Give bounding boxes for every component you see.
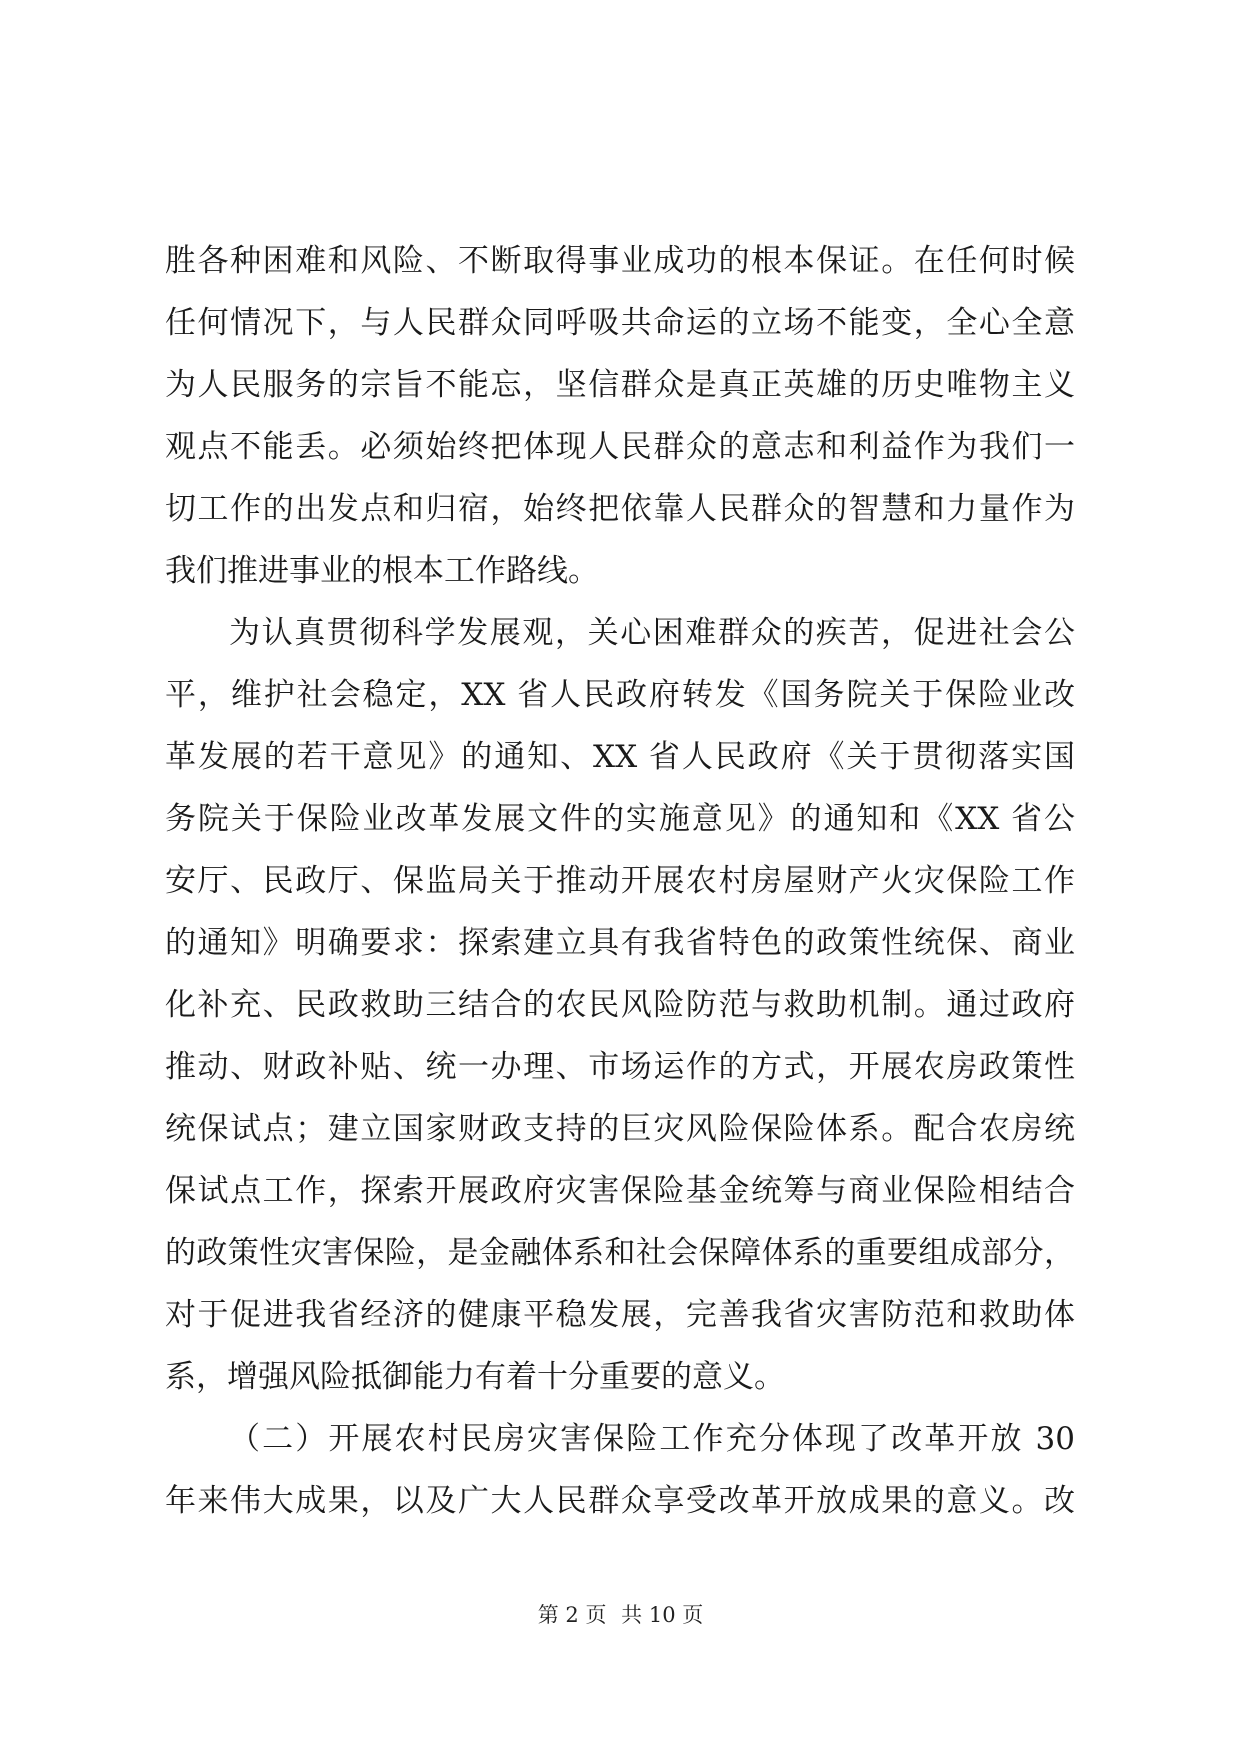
text-line: 革发展的若干意见》的通知、XX 省人民政府《关于贯彻落实国 xyxy=(165,739,1075,775)
text-line: 的通知》明确要求：探索建立具有我省特色的政策性统保、商业 xyxy=(165,925,1075,961)
text-line: 的政策性灾害保险，是金融体系和社会保障体系的重要组成部分， xyxy=(165,1235,1075,1271)
text-line: 化补充、民政救助三结合的农民风险防范与救助机制。通过政府 xyxy=(165,987,1075,1023)
text-line: 统保试点；建立国家财政支持的巨灾风险保险体系。配合农房统 xyxy=(165,1111,1075,1147)
page-number: 第 2 页 xyxy=(537,1603,607,1627)
text-line: 切工作的出发点和归宿，始终把依靠人民群众的智慧和力量作为 xyxy=(165,491,1075,527)
text-line: 任何情况下，与人民群众同呼吸共命运的立场不能变，全心全意 xyxy=(165,305,1075,341)
text-line: 我们推进事业的根本工作路线。 xyxy=(165,553,599,589)
text-line: 对于促进我省经济的健康平稳发展，完善我省灾害防范和救助体 xyxy=(165,1297,1075,1333)
page-total: 共 10 页 xyxy=(621,1603,704,1627)
text-line: 务院关于保险业改革发展文件的实施意见》的通知和《XX 省公 xyxy=(165,801,1075,837)
text-line: 推动、财政补贴、统一办理、市场运作的方式，开展农房政策性 xyxy=(165,1049,1075,1085)
document-body xyxy=(165,230,1075,1532)
text-line: 系，增强风险抵御能力有着十分重要的意义。 xyxy=(165,1359,785,1395)
text-line: 观点不能丢。必须始终把体现人民群众的意志和利益作为我们一 xyxy=(165,429,1075,465)
page-footer xyxy=(0,1600,1241,1630)
paragraph-first-line: 为认真贯彻科学发展观，关心困难群众的疾苦，促进社会公 xyxy=(229,615,1075,651)
text-line: 保试点工作，探索开展政府灾害保险基金统筹与商业保险相结合 xyxy=(165,1173,1075,1209)
text-line: 平，维护社会稳定，XX 省人民政府转发《国务院关于保险业改 xyxy=(165,677,1075,713)
text-line: 年来伟大成果，以及广大人民群众享受改革开放成果的意义。改 xyxy=(165,1483,1075,1519)
section-heading-line: （二）开展农村民房灾害保险工作充分体现了改革开放 30 xyxy=(229,1421,1075,1457)
text-line: 安厅、民政厅、保监局关于推动开展农村房屋财产火灾保险工作 xyxy=(165,863,1075,899)
text-line: 胜各种困难和风险、不断取得事业成功的根本保证。在任何时候 xyxy=(165,243,1075,279)
text-line: 为人民服务的宗旨不能忘，坚信群众是真正英雄的历史唯物主义 xyxy=(165,367,1075,403)
